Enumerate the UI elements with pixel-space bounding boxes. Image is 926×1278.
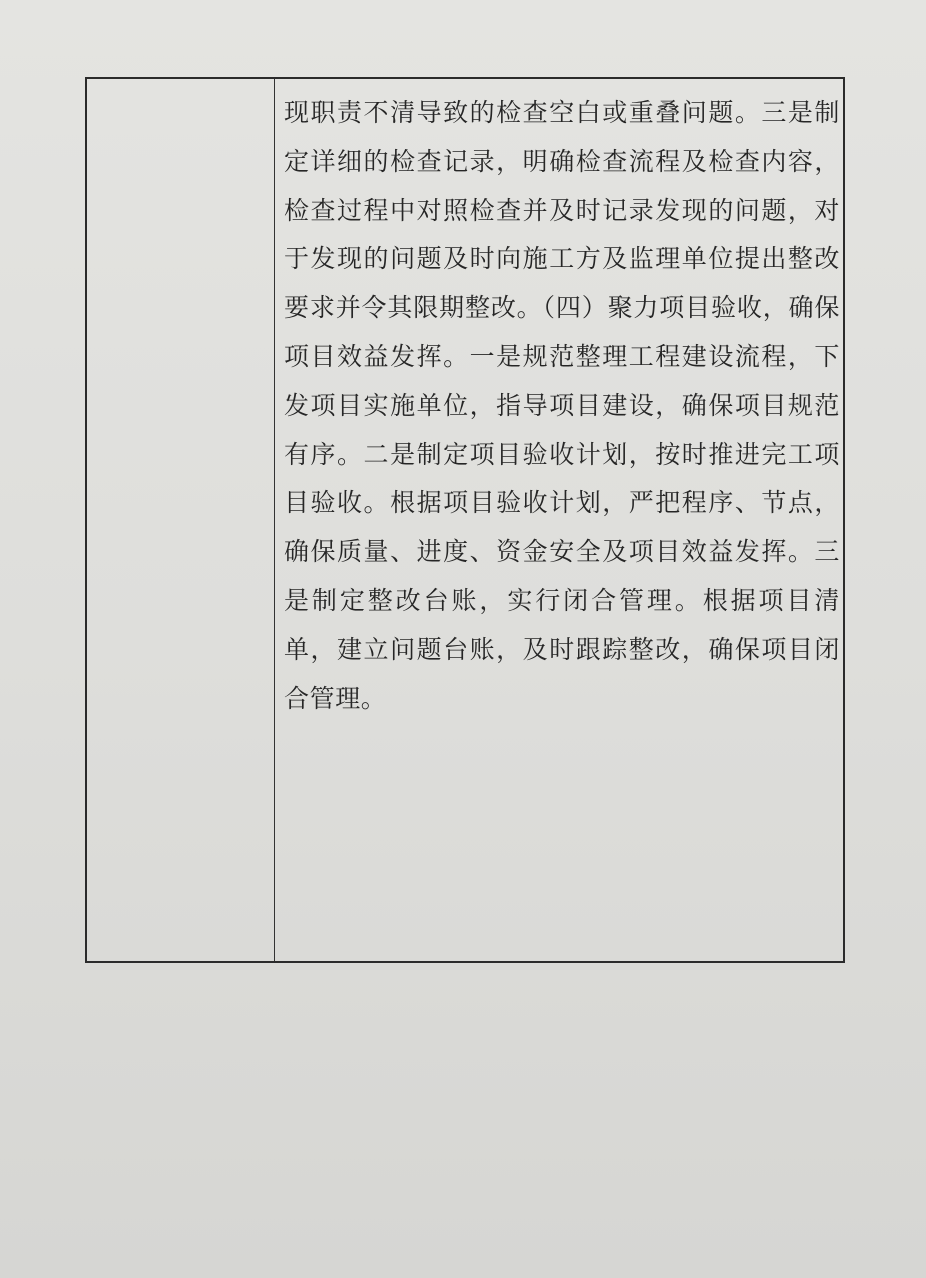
table-left-cell bbox=[87, 79, 275, 961]
form-table bbox=[85, 77, 845, 963]
table-right-cell bbox=[276, 79, 843, 961]
body-paragraph: 现职责不清导致的检查空白或重叠问题。三是制定详细的检查记录，明确检查流程及检查内容，检查过程中对照检查并及时记录发现的问题，对于发现的问题及时向施工方及监理单位提出整改要求并令其限期整改。（四）聚力项目验收，确保项目效益发挥。一是规范整理工程建设流程，下发项目实施单位，指导项目建设，确保项目规范有序。二是制定项目验收计划，按时推进完工项目验收。根据项目验收计划，严把程序、节点，确保质量、进度、资金安全及项目效益发挥。三是制定整改台账，实行闭合管理。根据项目清单，建立问题台账，及时跟踪整改，确保项目闭合管理。 bbox=[284, 98, 840, 713]
